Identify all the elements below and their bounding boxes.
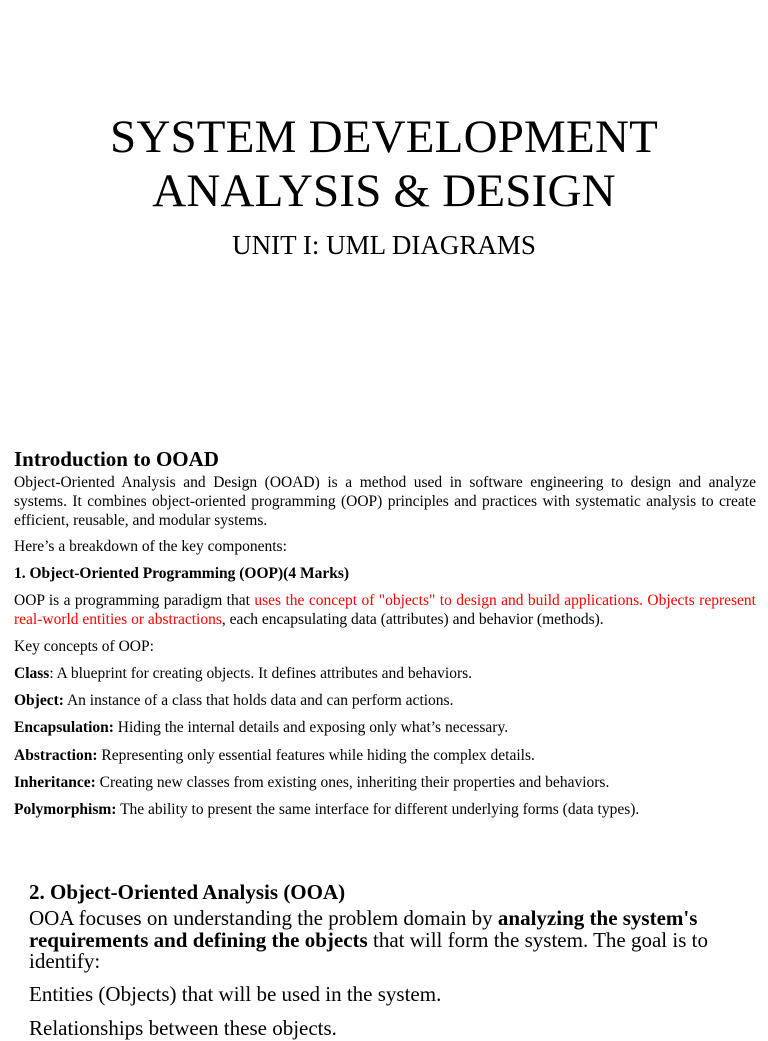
- term-name: Inheritance:: [14, 773, 96, 791]
- term-desc: Creating new classes from existing ones, inheriting their properties and behaviors.: [99, 773, 610, 791]
- term-name: Polymorphism:: [14, 800, 117, 818]
- term-polymorphism: [14, 800, 756, 819]
- term-encapsulation: [14, 718, 756, 737]
- term-desc: The ability to present the same interface for different underlying forms (data types).: [120, 800, 640, 818]
- term-name: Encapsulation:: [14, 719, 114, 737]
- ooa-item-entities: Entities (Objects) that will be used in the system.: [29, 981, 442, 1006]
- oop-heading: 1. Object-Oriented Programming (OOP)(4 Marks): [14, 565, 350, 582]
- ooa-paragraph: [29, 908, 729, 973]
- title-line-2: ANALYSIS & DESIGN: [152, 165, 616, 217]
- oop-para-start: OOP is a programming paradigm that: [14, 592, 255, 609]
- term-name: Abstraction:: [14, 746, 98, 764]
- ooa-para-end: that will form the system. The goal is to identify:: [29, 927, 708, 973]
- term-desc: An instance of a class that holds data and can perform actions.: [66, 692, 454, 710]
- term-name: Object:: [14, 692, 64, 710]
- oop-para-end: , each encapsulating data (attributes) and behavior (methods).: [221, 611, 604, 628]
- key-concepts-label: Key concepts of OOP:: [14, 638, 154, 655]
- term-desc: A blueprint for creating objects. It defines attributes and behaviors.: [56, 665, 473, 682]
- intro-paragraph: Object-Oriented Analysis and Design (OOAD) is a method used in software engineering to design and analyze systems. It combines object-oriented programming (OOP) principles and practices with systematic analysis to create efficient, reusable, and modular systems.: [14, 474, 756, 529]
- document-subtitle: UNIT I: UML DIAGRAMS: [232, 230, 536, 260]
- oop-para-highlight: uses the concept of "objects" to design and build applications. Objects represent real-world entities or abstractions: [14, 592, 756, 628]
- ooa-item-relationships: Relationships between these objects.: [29, 1015, 337, 1040]
- breakdown-text: Here’s a breakdown of the key components:: [14, 538, 287, 555]
- ooa-heading: 2. Object-Oriented Analysis (OOA): [29, 880, 346, 904]
- term-class: [14, 664, 756, 683]
- intro-heading: Introduction to OOAD: [14, 447, 219, 471]
- ooa-para-bold: analyzing the system's requirements and defining the objects: [29, 906, 698, 952]
- term-desc: Hiding the internal details and exposing only what’s necessary.: [117, 719, 509, 737]
- term-name: Class: [14, 665, 50, 682]
- oop-paragraph: [14, 591, 756, 629]
- term-object: [14, 691, 756, 710]
- term-abstraction: [14, 746, 756, 765]
- ooa-para-start: OOA focuses on understanding the problem domain by: [29, 906, 498, 930]
- intro-section: [14, 445, 756, 827]
- term-sep: :: [49, 665, 57, 682]
- document-title: [0, 110, 768, 218]
- term-desc: Representing only essential features while hiding the complex details.: [101, 746, 535, 764]
- ooa-section: [29, 878, 729, 1041]
- title-line-1: SYSTEM DEVELOPMENT: [109, 111, 659, 163]
- term-inheritance: [14, 773, 756, 792]
